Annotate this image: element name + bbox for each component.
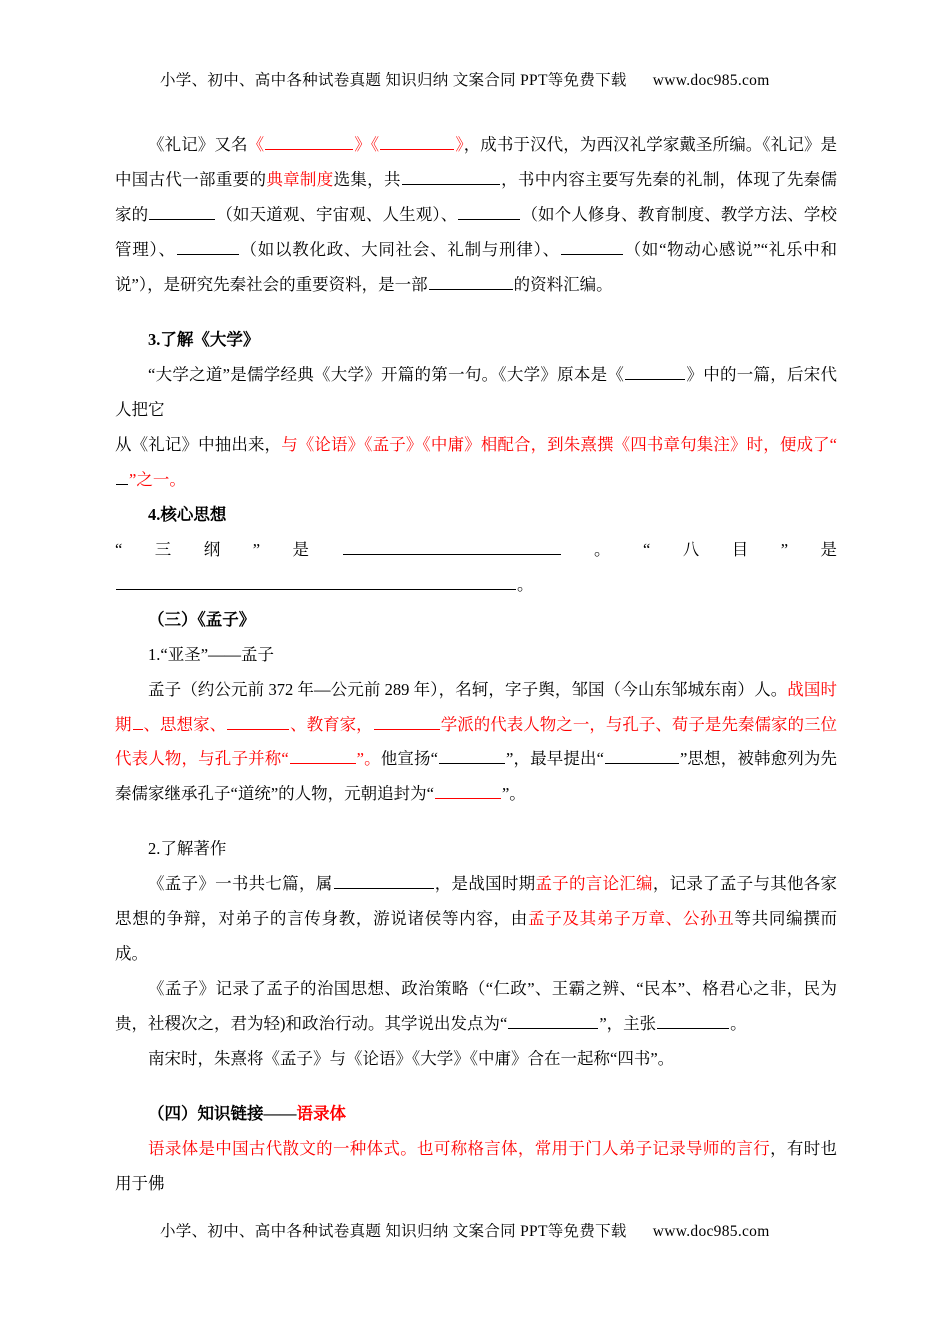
text-run-red: 、思想家、 (143, 714, 227, 734)
heading-2-works: 2.了解著作 (148, 839, 227, 859)
text-run: 选集，共 (333, 169, 401, 189)
text-run: 的资料汇编。 (513, 274, 613, 294)
text-run: “大学之道”是儒学经典《大学》开篇的第一句。《大学》原本是《 (148, 364, 625, 384)
text-run: 孟子（约公元前 372 年—公元前 289 年），名轲，字子舆，邹国（今山东邹城东南）人。 (148, 679, 788, 699)
document-body (115, 128, 837, 1202)
text-run: 。“八目”是 (561, 539, 837, 559)
heading-section-mengzi: （三）《孟子》 (148, 609, 256, 629)
text-run-red: 与《论语》《孟子》《中庸》相配合，到朱熹撰《四书章句集注》时，便成了“ (281, 434, 838, 454)
text-run: “三纲”是 (115, 539, 342, 559)
text-run: （如“物动心感说”“礼乐中和说”），是研究先秦社会的重要资料，是一部 (115, 239, 837, 294)
text-run: 。 (517, 574, 534, 594)
watermark-url: www.doc985.com (652, 1223, 770, 1240)
text-run: 》中的一篇，后宋代人把它 (115, 364, 838, 419)
text-run: （如个人修身、教育制度、教学方法、学校管理）、 (115, 204, 838, 259)
text-run: ”。 (501, 784, 526, 804)
text-run: 从《礼记》中抽出来， (115, 434, 282, 454)
text-run-red: 战国时期 (115, 679, 838, 734)
text-run: ，有时也用于佛 (115, 1139, 837, 1194)
heading-section-link (115, 1097, 837, 1132)
watermark-header (160, 68, 770, 90)
heading-4-core: 4.核心思想 (148, 504, 227, 524)
paragraph-sishu: 南宋时，朱熹将《孟子》与《论语》《大学》《中庸》合在一起称“四书”。 (148, 1049, 675, 1069)
text-run: ”思想，被韩愈列为先秦儒家继承孔子“道统”的人物，元朝追封为“ (115, 749, 838, 804)
paragraph-mengzi-thought (115, 972, 837, 1042)
text-run-red: 语录体是中国古代散文的一种体式。也可称格言体，常用于门人弟子记录导师的言行 (148, 1139, 771, 1159)
text-run: （如以教化政、大同社会、礼制与刑律）、 (239, 239, 560, 259)
text-run-red: 学派的代表人物之一，与孔子、荀子是先秦儒家的三位代表人物，与孔子并称“ (115, 714, 838, 769)
text-run: ，书中内容主要写先秦的礼制，体现了先秦儒家的 (115, 169, 838, 224)
text-run: （四）知识链接—— (148, 1104, 297, 1124)
text-run: ，记录了孟子与其他各家思想的争辩，对弟子的言传身教，游说诸侯等内容，由 (115, 874, 838, 929)
text-run: 《孟子》记录了孟子的治国思想、政治策略（“仁政”、王霸之辨、“民本”、格君心之非，民为贵，社稷次之，君为轻)和政治行动。其学说出发点为“ (115, 979, 837, 1034)
text-run: 《孟子》一书共七篇，属 (148, 874, 333, 894)
watermark-text: 小学、初中、高中各种试卷真题 知识归纳 文案合同 PPT等免费下载 (160, 72, 627, 89)
watermark-url: www.doc985.com (652, 72, 770, 89)
paragraph-daxue-cont (115, 428, 837, 498)
paragraph-sangang (115, 533, 837, 603)
text-run-red: 、教育家， (290, 714, 373, 734)
heading-1-yasheng: 1.“亚圣”——孟子 (148, 644, 275, 664)
watermark-footer (160, 1219, 770, 1241)
text-run: 他宣扬“ (380, 749, 438, 769)
text-run-red: ”。 (356, 749, 381, 769)
watermark-text: 小学、初中、高中各种试卷真题 知识归纳 文案合同 PPT等免费下载 (160, 1223, 627, 1240)
text-run: ，是战国时期 (434, 874, 536, 894)
text-run-red: 孟子及其 (527, 909, 597, 929)
text-run: ”，最早提出“ (506, 749, 604, 769)
text-run-red: 弟子万章、公孙丑 (596, 909, 735, 929)
heading-3-daxue: 3.了解《大学》 (148, 329, 260, 349)
text-run: ”，主张 (599, 1014, 657, 1034)
paragraph-liji: 《礼记》又名《 》《 》，成书于汉代，为西汉礼学家戴圣所编。《礼记》是中国古代一部重要的典章制度选集，共 ，书中内容主要写先秦的礼制，体现了先秦儒家的 （如天道观、宇宙观、人生观）、 （如个人修身、教育制度、教学方法、学校管理）、 （如以教化政、大同社会、礼制与刑律）、 （如“物动心感说”“礼乐中和说”），是研究先秦社会的重要资料，是一部 的资料汇编。 (115, 128, 837, 303)
text-run: ，成书于汉代，为西汉礼学家戴圣所编。《礼记》是中国古代一部重要的 (115, 135, 838, 189)
paragraph-mengzi-bio (115, 673, 837, 813)
paragraph-daxue (115, 358, 837, 428)
text-run: （如天道观、宇宙观、人生观）、 (216, 204, 458, 224)
text-run: 。 (730, 1014, 747, 1034)
text-run: 等共同编撰而成。 (115, 909, 838, 964)
text-run-red: 语录体 (296, 1104, 346, 1124)
paragraph-mengzi-book (115, 867, 837, 972)
text-run-red: ”之一。 (129, 469, 186, 489)
text-run-red: 典章制度 (266, 169, 334, 189)
text-run-red: 孟子的言论汇编 (535, 874, 653, 894)
text-run: 《礼记》又名 (148, 135, 248, 154)
paragraph-yuluti (115, 1132, 837, 1202)
